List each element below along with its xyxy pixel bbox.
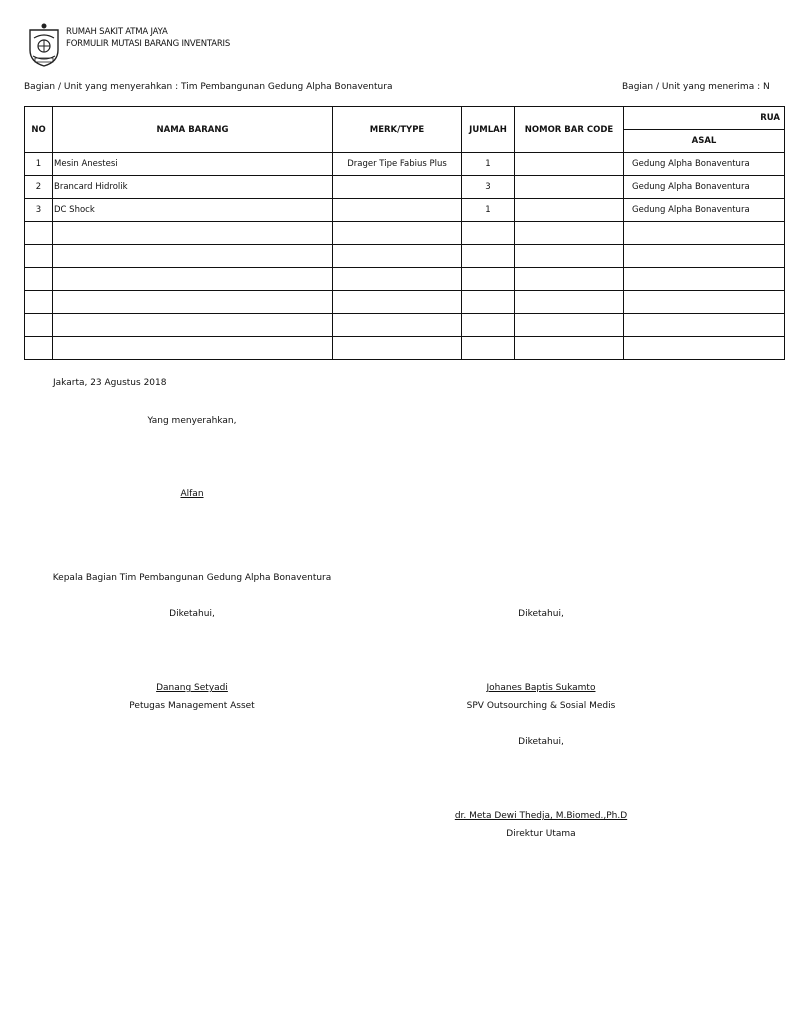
- table-row: [25, 176, 785, 199]
- table-row: [25, 314, 785, 337]
- table-row: [25, 291, 785, 314]
- cell-jumlah: 1: [462, 153, 515, 176]
- known-name-3: dr. Meta Dewi Thedja, M.Biomed.,Ph.D: [454, 811, 628, 821]
- cell-no: 1: [25, 153, 53, 176]
- handover-label: Yang menyerahkan,: [147, 416, 237, 426]
- cell-bar-code: [515, 314, 624, 337]
- table-row: [25, 337, 785, 360]
- cell-nama-barang: [53, 314, 333, 337]
- table-row: [25, 245, 785, 268]
- col-header-bar-code: NOMOR BAR CODE: [515, 107, 624, 153]
- cell-asal: [624, 268, 785, 291]
- cell-nama-barang: [53, 291, 333, 314]
- known-label-3: Diketahui,: [518, 737, 564, 747]
- handover-position: Kepala Bagian Tim Pembangunan Gedung Alpha Bonaventura: [52, 573, 332, 583]
- cell-no: 3: [25, 199, 53, 222]
- cell-bar-code: [515, 199, 624, 222]
- table-row: [25, 199, 785, 222]
- cell-jumlah: 3: [462, 176, 515, 199]
- cell-asal: Gedung Alpha Bonaventura: [624, 153, 785, 176]
- cell-bar-code: [515, 153, 624, 176]
- cell-no: 2: [25, 176, 53, 199]
- atma-jaya-crest-icon: [26, 22, 62, 68]
- cell-merk-type: [333, 291, 462, 314]
- known-name-2: Johanes Baptis Sukamto: [486, 683, 596, 693]
- inventory-table: [24, 106, 785, 360]
- col-header-nama-barang: NAMA BARANG: [53, 107, 333, 153]
- cell-no: [25, 291, 53, 314]
- cell-bar-code: [515, 176, 624, 199]
- place-date: Jakarta, 23 Agustus 2018: [53, 378, 167, 388]
- known-position-3: Direktur Utama: [506, 829, 576, 839]
- cell-nama-barang: [53, 337, 333, 360]
- cell-nama-barang: [53, 268, 333, 291]
- cell-jumlah: [462, 291, 515, 314]
- cell-nama-barang: Mesin Anestesi: [53, 153, 333, 176]
- cell-asal: [624, 291, 785, 314]
- known-position-1: Petugas Management Asset: [129, 701, 255, 711]
- col-header-asal: ASAL: [624, 130, 785, 153]
- known-label-1: Diketahui,: [169, 609, 215, 619]
- col-header-ruang: RUA: [624, 107, 785, 130]
- cell-jumlah: 1: [462, 199, 515, 222]
- known-name-1: Danang Setyadi: [156, 683, 228, 693]
- known-position-2: SPV Outsourching & Sosial Medis: [466, 701, 616, 711]
- cell-merk-type: [333, 337, 462, 360]
- cell-bar-code: [515, 222, 624, 245]
- cell-nama-barang: Brancard Hidrolik: [53, 176, 333, 199]
- cell-merk-type: [333, 268, 462, 291]
- cell-nama-barang: DC Shock: [53, 199, 333, 222]
- sender-unit: Bagian / Unit yang menyerahkan : Tim Pembangunan Gedung Alpha Bonaventura: [24, 82, 393, 92]
- cell-asal: [624, 222, 785, 245]
- form-title: FORMULIR MUTASI BARANG INVENTARIS: [66, 39, 231, 49]
- cell-asal: Gedung Alpha Bonaventura: [624, 176, 785, 199]
- cell-asal: [624, 337, 785, 360]
- cell-jumlah: [462, 337, 515, 360]
- cell-bar-code: [515, 337, 624, 360]
- cell-no: [25, 337, 53, 360]
- cell-asal: [624, 314, 785, 337]
- cell-nama-barang: [53, 245, 333, 268]
- cell-merk-type: [333, 245, 462, 268]
- cell-asal: [624, 245, 785, 268]
- institution-name: RUMAH SAKIT ATMA JAYA: [66, 27, 168, 37]
- cell-merk-type: Drager Tipe Fabius Plus: [333, 153, 462, 176]
- cell-jumlah: [462, 222, 515, 245]
- table-row: [25, 153, 785, 176]
- handover-name: Alfan: [180, 489, 204, 499]
- cell-nama-barang: [53, 222, 333, 245]
- known-label-2: Diketahui,: [518, 609, 564, 619]
- receiver-unit: Bagian / Unit yang menerima : N: [622, 82, 770, 92]
- cell-merk-type: [333, 199, 462, 222]
- cell-jumlah: [462, 314, 515, 337]
- cell-no: [25, 245, 53, 268]
- col-header-merk-type: MERK/TYPE: [333, 107, 462, 153]
- cell-asal: Gedung Alpha Bonaventura: [624, 199, 785, 222]
- table-body: [25, 153, 785, 360]
- col-header-no: NO: [25, 107, 53, 153]
- table-row: [25, 268, 785, 291]
- cell-merk-type: [333, 176, 462, 199]
- cell-bar-code: [515, 268, 624, 291]
- table-row: [25, 222, 785, 245]
- cell-jumlah: [462, 245, 515, 268]
- cell-merk-type: [333, 222, 462, 245]
- cell-no: [25, 314, 53, 337]
- cell-no: [25, 222, 53, 245]
- col-header-jumlah: JUMLAH: [462, 107, 515, 153]
- cell-merk-type: [333, 314, 462, 337]
- cell-bar-code: [515, 245, 624, 268]
- cell-bar-code: [515, 291, 624, 314]
- cell-no: [25, 268, 53, 291]
- cell-jumlah: [462, 268, 515, 291]
